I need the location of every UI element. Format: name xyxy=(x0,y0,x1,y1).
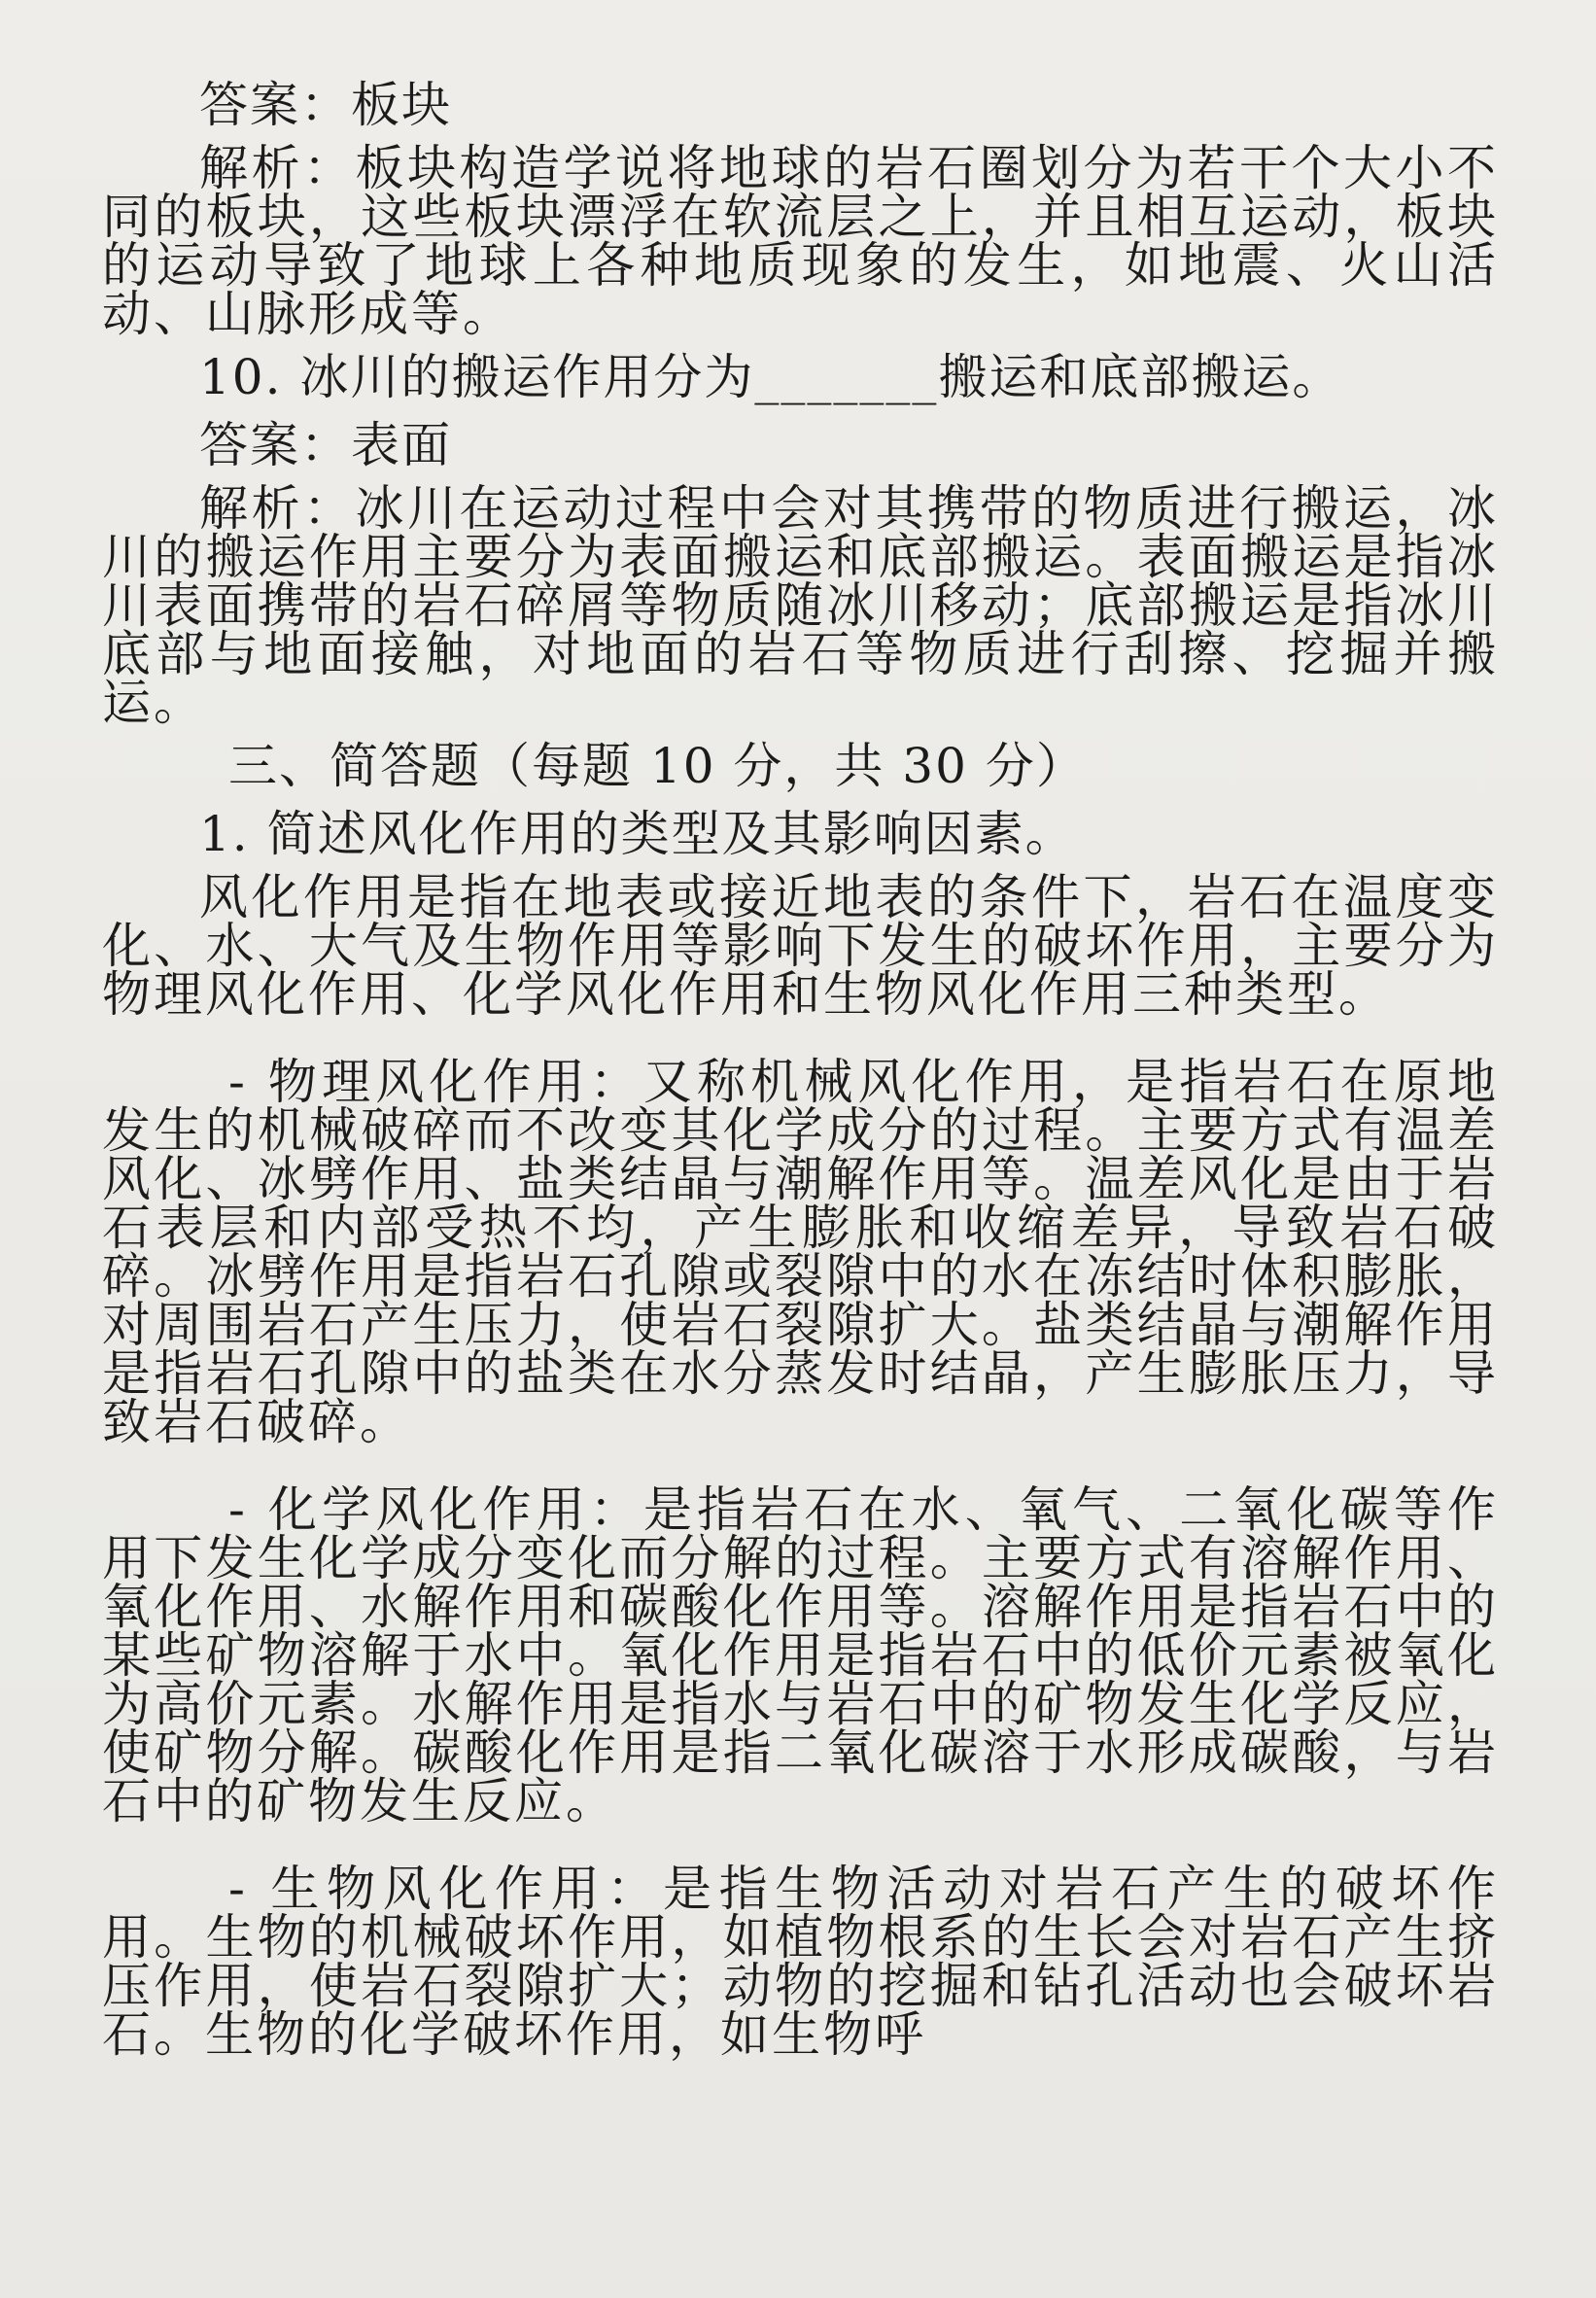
analysis-10: 解析：冰川在运动过程中会对其携带的物质进行搬运，冰川的搬运作用主要分为表面搬运和底部搬运。表面搬运是指冰川表面携带的岩石碎屑等物质随冰川移动；底部搬运是指冰川底部与地面接触，对地面的岩石等物质进行刮擦、挖掘并搬运。 xyxy=(102,480,1499,731)
physical-weathering: - 物理风化作用：又称机械风化作用，是指岩石在原地发生的机械破碎而不改变其化学成分的过程。主要方式有温差风化、冰劈作用、盐类结晶与潮解作用等。温差风化是由于岩石表层和内部受热不均，产生膨胀和收缩差异，导致岩石破碎。冰劈作用是指岩石孔隙或裂隙中的水在冻结时体积膨胀，对周围岩石产生压力，使岩石裂隙扩大。盐类结晶与潮解作用是指岩石孔隙中的盐类在水分蒸发时结晶，产生膨胀压力，导致岩石破碎。 xyxy=(102,1054,1499,1450)
answer-9: 答案：板块 xyxy=(199,77,452,133)
section-3-title: 三、简答题（每题 10 分，共 30 分） xyxy=(228,738,1087,794)
chemical-weathering: - 化学风化作用：是指岩石在水、氧气、二氧化碳等作用下发生化学成分变化而分解的过程。主要方式有溶解作用、氧化作用、水解作用和碳酸化作用等。溶解作用是指岩石中的某些矿物溶解于水中。氧化作用是指岩石中的低价元素被氧化为高价元素。水解作用是指水与岩石中的矿物发生化学反应，使矿物分解。碳酸化作用是指二氧化碳溶于水形成碳酸，与岩石中的矿物发生反应。 xyxy=(102,1481,1499,1829)
analysis-9: 解析：板块构造学说将地球的岩石圈划分为若干个大小不同的板块，这些板块漂浮在软流层之上，并且相互运动，板块的运动导致了地球上各种地质现象的发生，如地震、火山活动、山脉形成等。 xyxy=(102,140,1499,342)
q1-intro: 风化作用是指在地表或接近地表的条件下，岩石在温度变化、水、大气及生物作用等影响下发生的破坏作用，主要分为物理风化作用、化学风化作用和生物风化作用三种类型。 xyxy=(102,869,1499,1023)
short-answer-q1: 1. 简述风化作用的类型及其影响因素。 xyxy=(199,806,1076,862)
biological-weathering: - 生物风化作用：是指生物活动对岩石产生的破坏作用。生物的机械破坏作用，如植物根系的生长会对岩石产生挤压作用，使岩石裂隙扩大；动物的挖掘和钻孔活动也会破坏岩石。生物的化学破坏作用，如生物呼 xyxy=(102,1861,1499,2063)
question-10: 10. 冰川的搬运作用分为_______搬运和底部搬运。 xyxy=(199,349,1343,405)
answer-10: 答案：表面 xyxy=(199,417,452,473)
